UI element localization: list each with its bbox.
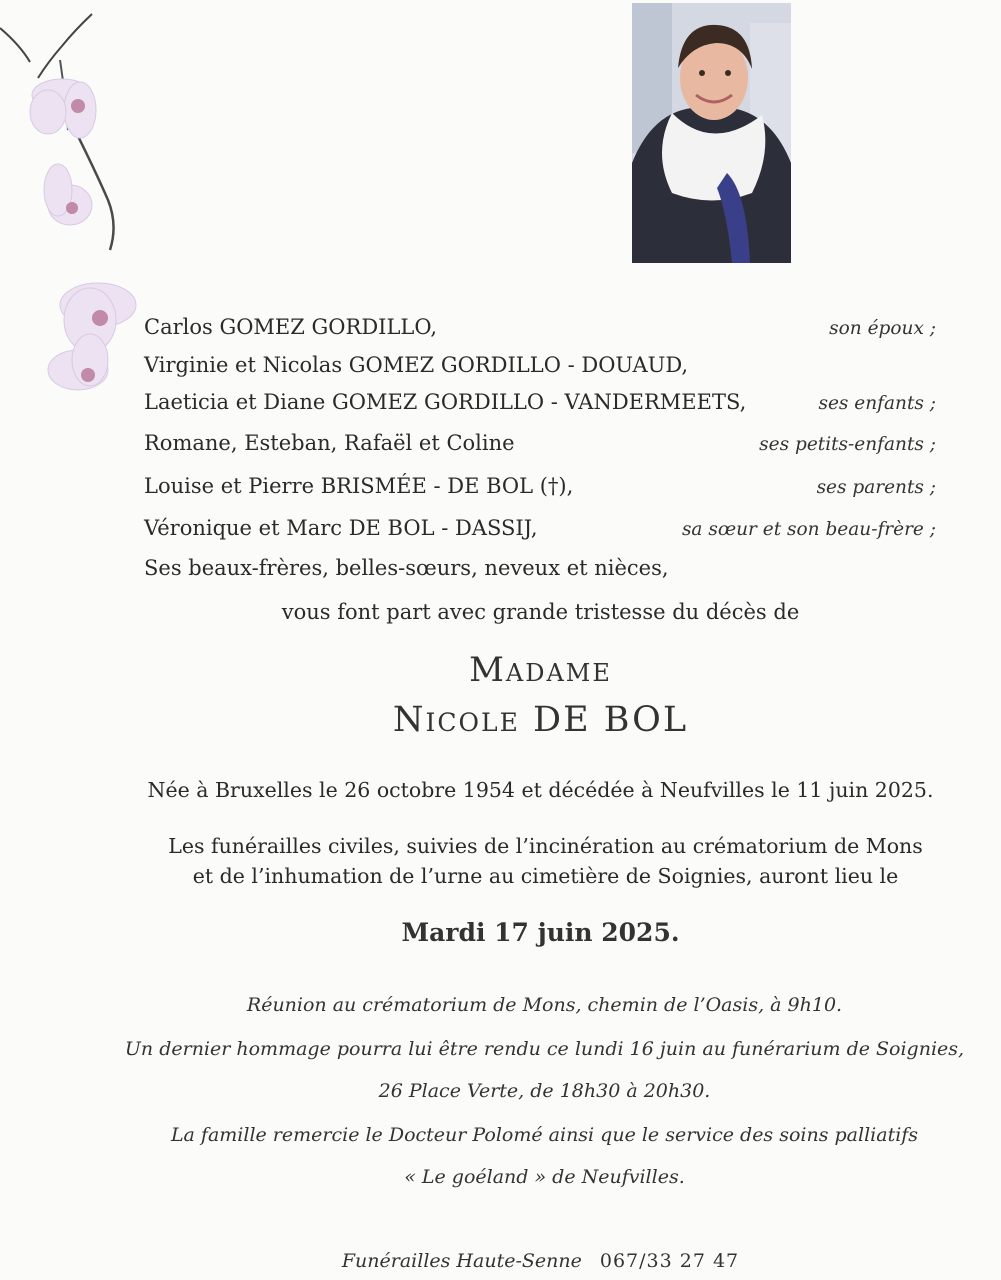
detail-line: Réunion au crématorium de Mons, chemin de l’Oasis, à 9h10.	[246, 994, 843, 1016]
family-row	[144, 422, 936, 465]
family-names: Virginie et Nicolas GOMEZ GORDILLO - DOUAUD,	[144, 353, 689, 377]
family-row	[144, 347, 936, 383]
family-names: Laeticia et Diane GOMEZ GORDILLO - VANDERMEETS,	[144, 390, 747, 414]
family-relation: ses petits-enfants ;	[759, 434, 936, 455]
detail-line: « Le goéland » de Neufvilles.	[404, 1166, 685, 1188]
family-relation: son époux ;	[829, 318, 936, 339]
funeral-info-line: et de l’inhumation de l’urne au cimetière de Soignies, auront lieu le	[192, 864, 899, 888]
detail-line: 26 Place Verte, de 18h30 à 20h30.	[378, 1080, 711, 1102]
portrait-photo	[632, 3, 791, 263]
family-names: Ses beaux-frères, belles-sœurs, neveux et nièces,	[144, 556, 669, 580]
funeral-company: Funérailles Haute-Senne	[341, 1250, 582, 1272]
detail-line: Un dernier hommage pourra lui être rendu ce lundi 16 juin au funérarium de Soignies,	[124, 1038, 965, 1060]
detail-line: La famille remercie le Docteur Polomé ainsi que le service des soins palliatifs	[170, 1124, 919, 1146]
family-relation: ses parents ;	[816, 477, 936, 498]
family-relation: sa sœur et son beau-frère ;	[681, 519, 936, 540]
family-names: Romane, Esteban, Rafaël et Coline	[144, 431, 515, 455]
phone-number: 067/33 27 47	[599, 1250, 740, 1272]
family-list	[144, 308, 936, 588]
family-row	[144, 465, 936, 508]
family-names: Carlos GOMEZ GORDILLO,	[144, 315, 438, 339]
announcement: vous font part avec grande tristesse du décès de	[281, 600, 800, 624]
birth-death-dates: Née à Bruxelles le 26 octobre 1954 et décédée à Neufvilles le 11 juin 2025.	[147, 778, 934, 802]
family-row	[144, 308, 936, 347]
family-row	[144, 383, 936, 422]
family-names: Véronique et Marc DE BOL - DASSIJ,	[144, 516, 538, 540]
deceased-title: Madame	[469, 650, 612, 690]
family-row	[144, 508, 936, 549]
deceased-name: Nicole DE BOL	[392, 700, 689, 740]
funeral-info-line: Les funérailles civiles, suivies de l’incinération au crématorium de Mons	[168, 834, 923, 858]
orchid-decoration	[0, 0, 150, 410]
family-relation: ses enfants ;	[818, 393, 936, 414]
family-row	[144, 549, 936, 588]
footer	[40, 1250, 1001, 1272]
family-names: Louise et Pierre BRISMÉE - DE BOL (†),	[144, 474, 574, 498]
funeral-date: Mardi 17 juin 2025.	[401, 918, 680, 947]
